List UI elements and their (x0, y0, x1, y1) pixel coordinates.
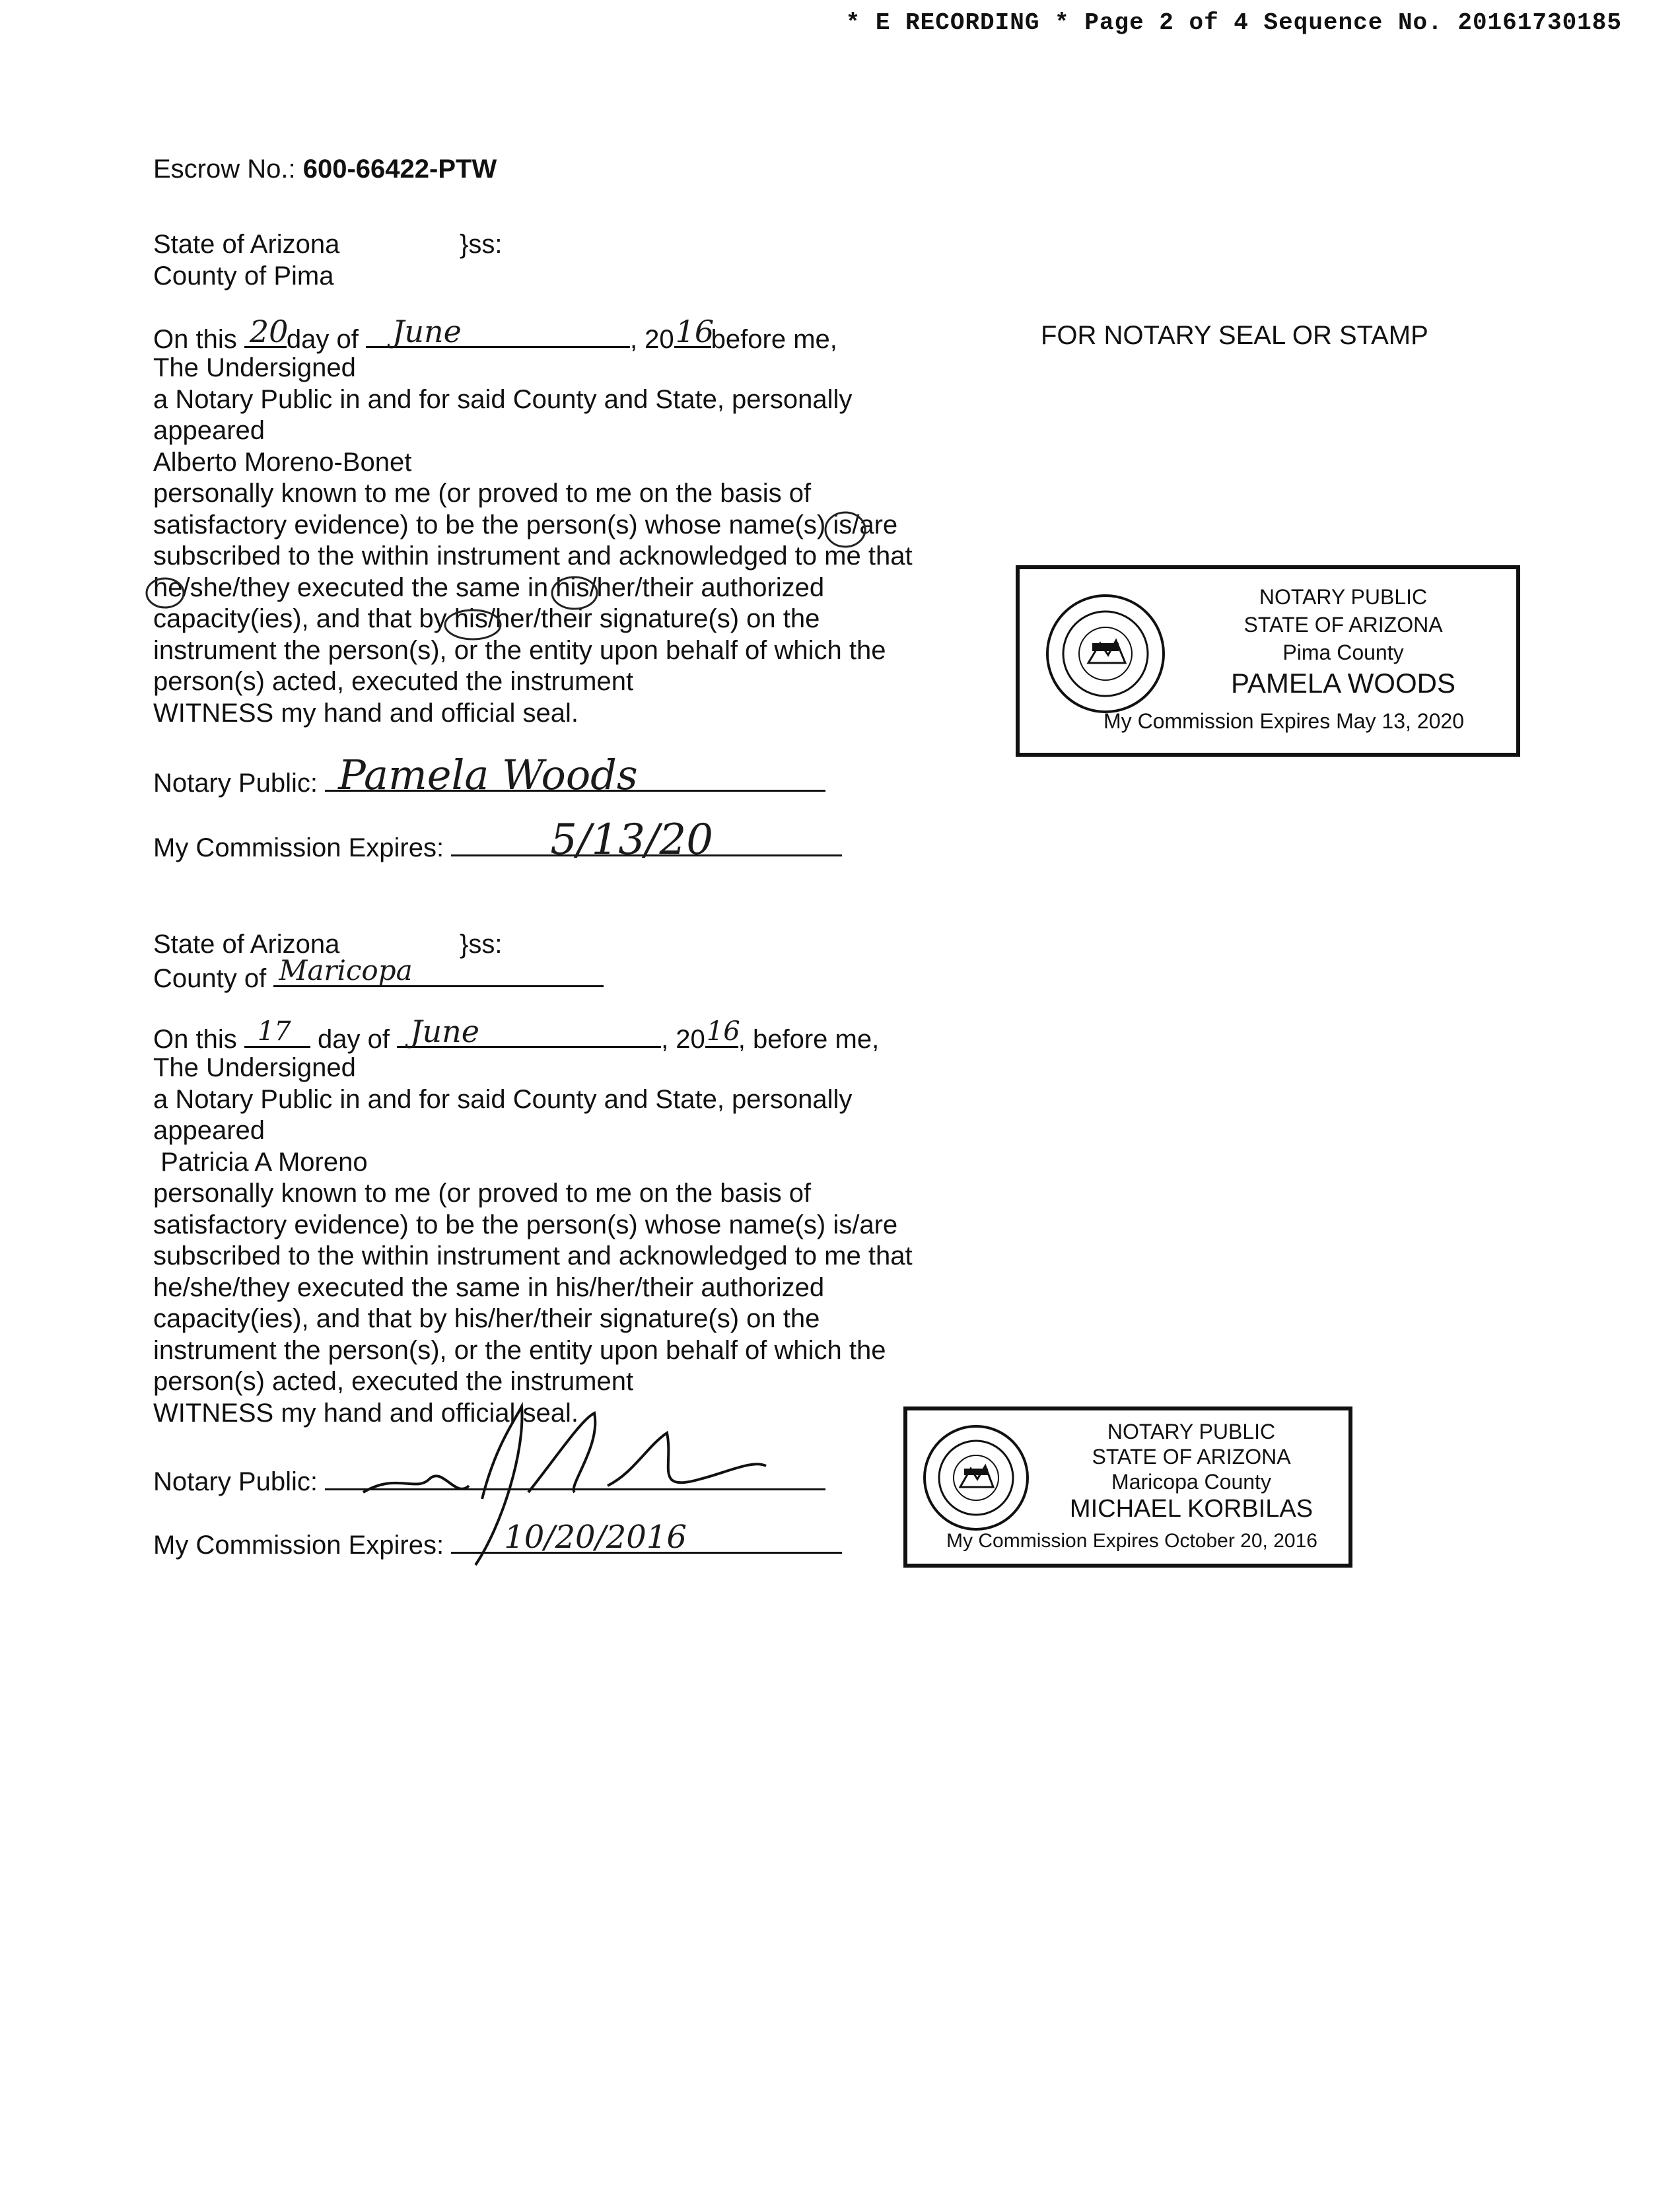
stamp2-line3: Maricopa County (1111, 1470, 1271, 1494)
ack1-month-blank (366, 314, 630, 349)
ack1-county: County of Pima (153, 261, 334, 291)
stamp2-line1: NOTARY PUBLIC (1107, 1420, 1276, 1443)
ack2-line: he/she/they executed the same in his/her/their authorized (153, 1272, 825, 1302)
escrow-label: Escrow No.: (153, 155, 296, 184)
ack2-day-hand: 17 (257, 1016, 291, 1047)
arizona-seal-icon (923, 1425, 1029, 1531)
ack2-line: subscribed to the within instrument and acknowledged to me that (153, 1241, 913, 1270)
ack1-signature: Pamela Woods (338, 751, 638, 799)
ack2-month-blank (397, 1014, 661, 1049)
stamp1-line1: NOTARY PUBLIC (1259, 585, 1428, 609)
ack1-line: satisfactory evidence) to be the person(s) whose name(s) is/are (153, 510, 898, 539)
ack2-state: State of Arizona (153, 930, 340, 959)
ack1-line: person(s) acted, executed the instrument (153, 667, 634, 696)
ack1-day-hand: 20 (249, 314, 289, 349)
notary-stamp-maricopa (903, 1406, 1352, 1568)
ack1-line: The Undersigned (153, 353, 356, 382)
arizona-seal-icon (1046, 594, 1165, 713)
ack1-expires-blank (451, 816, 842, 864)
ack2-line: instrument the person(s), or the entity upon behalf of which the (153, 1335, 886, 1365)
ack2-expires-label: My Commission Expires: (153, 1531, 444, 1560)
ack1-month-hand: June (392, 314, 462, 349)
ack2-date-line (153, 1014, 880, 1055)
ack2-county-label: County of (153, 964, 267, 993)
escrow-number: 600-66422-PTW (302, 155, 497, 184)
ack2-county-line (153, 954, 604, 994)
ack2-year-blank (705, 1016, 740, 1048)
ack1-date-line (153, 314, 837, 355)
ack2-line: person(s) acted, executed the instrument (153, 1367, 634, 1396)
ack1-before-me: before me, (711, 325, 837, 354)
stamp2-expires: My Commission Expires October 20, 2016 (946, 1530, 1317, 1552)
stamp1-line3: Pima County (1282, 641, 1404, 664)
ack1-ss: }ss: (460, 230, 503, 259)
ack2-county-blank (273, 954, 604, 987)
ack1-year-blank (674, 314, 715, 349)
ack2-line: a Notary Public in and for said County and State, personally (153, 1084, 853, 1114)
ack2-line: WITNESS my hand and official seal. (153, 1398, 578, 1428)
ack2-expires-blank (451, 1519, 842, 1556)
ack1-line: personally known to me (or proved to me on the basis of (153, 479, 812, 508)
ack1-on-this: On this (153, 325, 237, 354)
ack2-notary-label: Notary Public: (153, 1467, 318, 1496)
ack1-line: capacity(ies), and that by his/her/their signature(s) on the (153, 604, 820, 633)
ack1-expires-label: My Commission Expires: (153, 833, 444, 862)
ack2-expires-hand: 10/20/2016 (504, 1519, 687, 1556)
ack2-line: personally known to me (or proved to me on the basis of (153, 1179, 812, 1208)
ack2-ss: }ss: (460, 930, 503, 959)
ack2-county-hand: Maricopa (279, 954, 413, 987)
ack2-on-this: On this (153, 1025, 237, 1054)
ack2-year-hand: 16 (706, 1016, 740, 1047)
ack2-line: The Undersigned (153, 1053, 356, 1082)
ack1-markup-circles (145, 489, 938, 641)
ack2-line: satisfactory evidence) to be the person(s) whose name(s) is/are (153, 1210, 898, 1239)
ack1-line: WITNESS my hand and official seal. (153, 698, 578, 728)
ack2-year-prefix: , 20 (661, 1025, 705, 1054)
ack1-day-of: day of (286, 325, 359, 354)
ack1-year-hand: 16 (675, 314, 715, 349)
ack2-month-hand: June (410, 1014, 479, 1049)
notary-stamp-pima (1016, 565, 1520, 757)
ack1-line: he/she/they executed the same in his/her/their authorized (153, 573, 825, 602)
ack2-before-me: , before me, (738, 1025, 880, 1054)
seal-note: FOR NOTARY SEAL OR STAMP (1041, 321, 1428, 350)
ack1-expires-line (153, 816, 842, 864)
ack2-expires-line (153, 1519, 842, 1561)
ack1-day-blank (244, 314, 289, 349)
stamp2-name: MICHAEL KORBILAS (1069, 1495, 1313, 1523)
ack1-notary-line (153, 751, 825, 799)
recording-header: * E RECORDING * Page 2 of 4 Sequence No. 20161730185 (845, 9, 1622, 36)
ack2-day-blank (244, 1016, 310, 1048)
ack1-line: Alberto Moreno-Bonet (153, 447, 412, 477)
ack1-signature-blank (325, 751, 825, 799)
ack2-day-of: day of (317, 1025, 390, 1054)
stamp1-line2: STATE OF ARIZONA (1243, 613, 1443, 637)
ack2-line: Patricia A Moreno (153, 1147, 368, 1177)
ack1-line: appeared (153, 416, 265, 445)
ack1-year-prefix: , 20 (629, 325, 674, 354)
ack1-expires-hand: 5/13/20 (550, 816, 713, 864)
ack1-notary-label: Notary Public: (153, 769, 318, 798)
stamp1-expires: My Commission Expires May 13, 2020 (1103, 709, 1464, 733)
ack1-line: a Notary Public in and for said County and State, personally (153, 384, 853, 414)
ack2-line: capacity(ies), and that by his/her/their signature(s) on the (153, 1304, 820, 1333)
escrow-line (153, 153, 497, 185)
ack1-state: State of Arizona (153, 230, 340, 259)
ack2-line: appeared (153, 1116, 265, 1145)
ack1-line: instrument the person(s), or the entity upon behalf of which the (153, 635, 886, 665)
stamp1-name: PAMELA WOODS (1231, 668, 1455, 699)
stamp2-line2: STATE OF ARIZONA (1092, 1445, 1291, 1469)
ack2-body (153, 1053, 913, 1429)
ack1-line: subscribed to the within instrument and acknowledged to me that (153, 541, 913, 571)
